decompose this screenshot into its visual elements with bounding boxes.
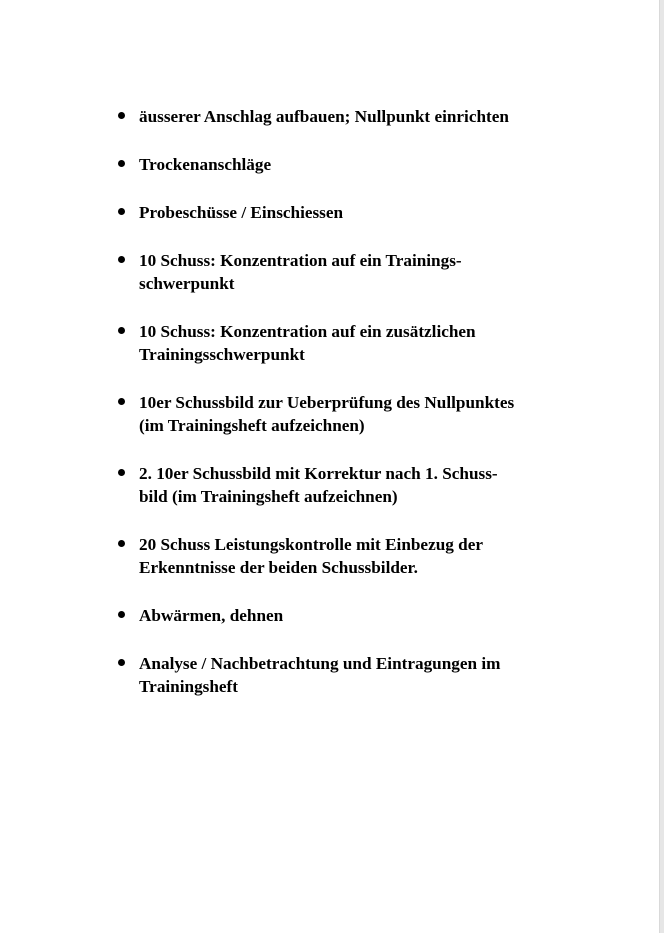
list-item [116,391,616,437]
list-item-text-continued: schwerpunkt [139,274,235,293]
training-bullet-list [116,105,616,698]
list-item [116,153,616,176]
bullet-icon [118,112,125,119]
bullet-icon [118,398,125,405]
list-item-text: Trockenanschläge [139,155,272,174]
list-item [116,320,616,366]
list-item-text-continued: Trainingsschwerpunkt [139,345,305,364]
list-item-text-continued: Trainingsheft [139,677,238,696]
list-item-text-continued: bild (im Trainingsheft aufzeichnen) [139,487,398,506]
list-item-text: 2. 10er Schussbild mit Korrektur nach 1. Schuss- [139,464,498,483]
list-item-text: Probeschüsse / Einschiessen [139,203,344,222]
list-item-text: Analyse / Nachbetrachtung und Eintragungen im [139,654,501,673]
bullet-icon [118,659,125,666]
list-item [116,249,616,295]
bullet-icon [118,208,125,215]
list-item-text: 10 Schuss: Konzentration auf ein zusätzlichen [139,322,476,341]
list-item [116,105,616,128]
bullet-icon [118,469,125,476]
list-item [116,201,616,224]
page-edge [660,0,664,933]
list-item-text: Abwärmen, dehnen [139,606,284,625]
bullet-icon [118,327,125,334]
bullet-icon [118,256,125,263]
list-item [116,604,616,627]
bullet-icon [118,540,125,547]
list-item [116,462,616,508]
bullet-icon [118,611,125,618]
bullet-icon [118,160,125,167]
list-item-text: 20 Schuss Leistungskontrolle mit Einbezug der [139,535,483,554]
list-item-text-continued: Erkenntnisse der beiden Schussbilder. [139,558,418,577]
list-item [116,533,616,579]
list-item-text: äusserer Anschlag aufbauen; Nullpunkt einrichten [139,107,509,126]
list-item-text-continued: (im Trainingsheft aufzeichnen) [139,416,365,435]
list-item-text: 10 Schuss: Konzentration auf ein Trainings- [139,251,462,270]
list-item [116,652,616,698]
list-item-text: 10er Schussbild zur Ueberprüfung des Nullpunktes [139,393,515,412]
